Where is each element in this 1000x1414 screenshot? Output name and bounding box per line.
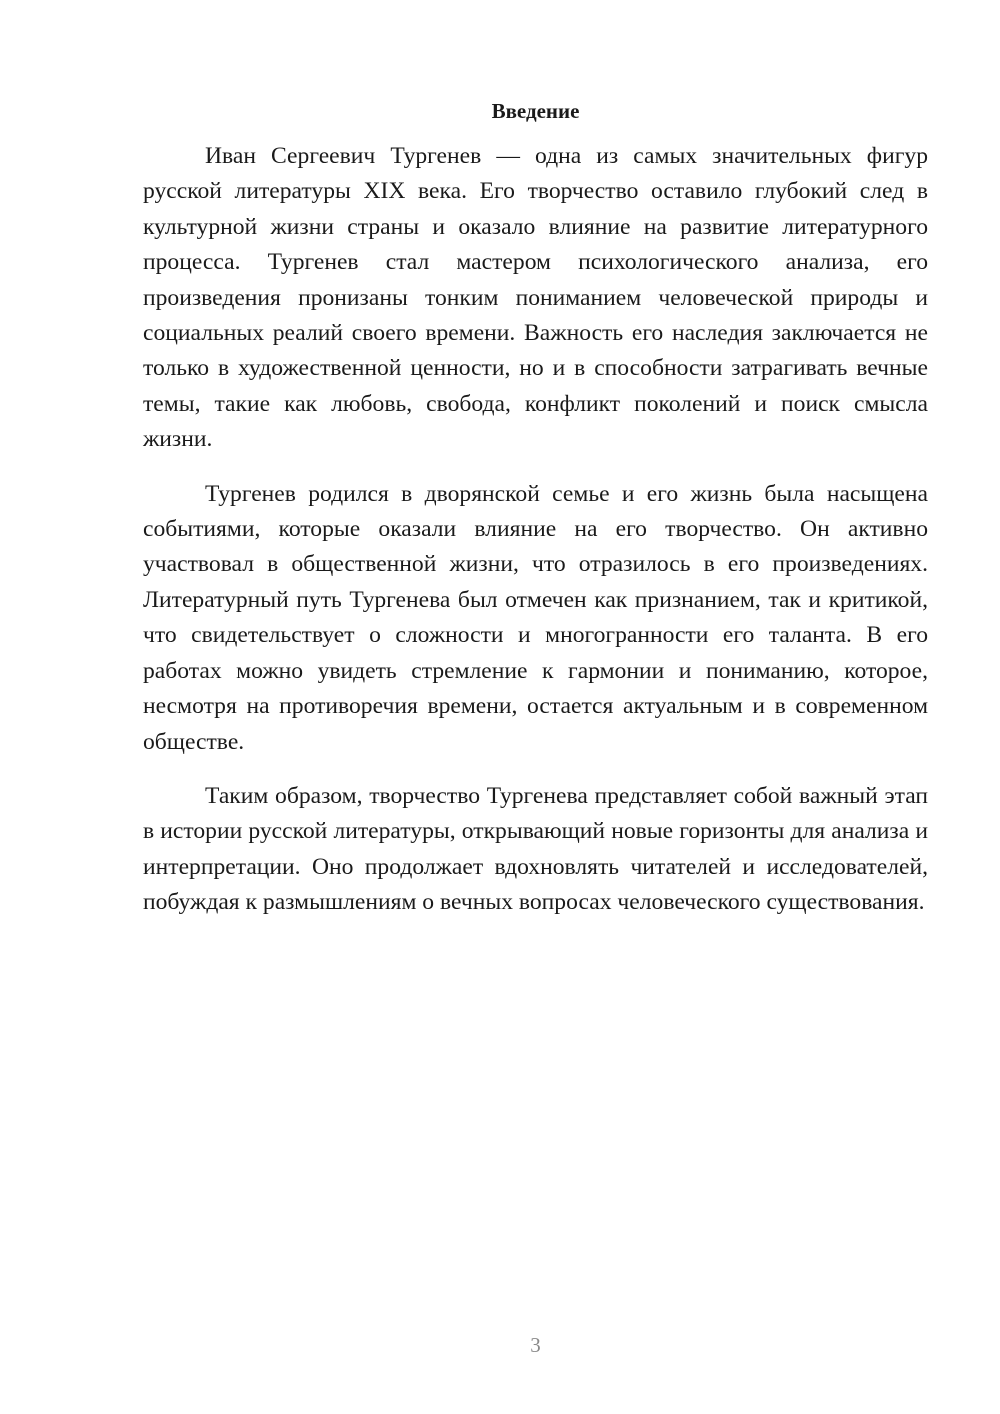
section-heading: Введение [491, 99, 580, 123]
paragraph-2: Тургенев родился в дворянской семье и его жизнь была насыщена событиями, которые оказали влияние на его творчество. Он активно участвовал в общественной жизни, что отразилось в его произведениях. Литературный путь Тургенева был отмечен как признанием, так и критикой, что свидетельствует о сложности и многогранности его таланта. В его работах можно увидеть стремление к гармонии и пониманию, которое, несмотря на противоречия времени, остается актуальным и в современном обществе. [143, 480, 928, 755]
page-number: 3 [530, 1333, 541, 1357]
paragraph-3: Таким образом, творчество Тургенева представляет собой важный этап в истории русской литературы, открывающий новые горизонты для анализа и интерпретации. Оно продолжает вдохновлять читателей и исследователей, побуждая к размышлениям о вечных вопросах человеческого существования. [143, 782, 928, 916]
paragraph-1: Иван Сергеевич Тургенев — одна из самых значительных фигур русской литературы XIX века. Его творчество оставило глубокий след в культурной жизни страны и оказало влияние на развитие литературного процесса. Тургенев стал мастером психологического анализа, его произведения пронизаны тонким пониманием человеческой природы и социальных реалий своего времени. Важность его наследия заключается не только в художественной ценности, но и в способности затрагивать вечные темы, такие как любовь, свобода, конфликт поколений и поиск смысла жизни. [143, 143, 928, 453]
page-content [143, 96, 928, 940]
